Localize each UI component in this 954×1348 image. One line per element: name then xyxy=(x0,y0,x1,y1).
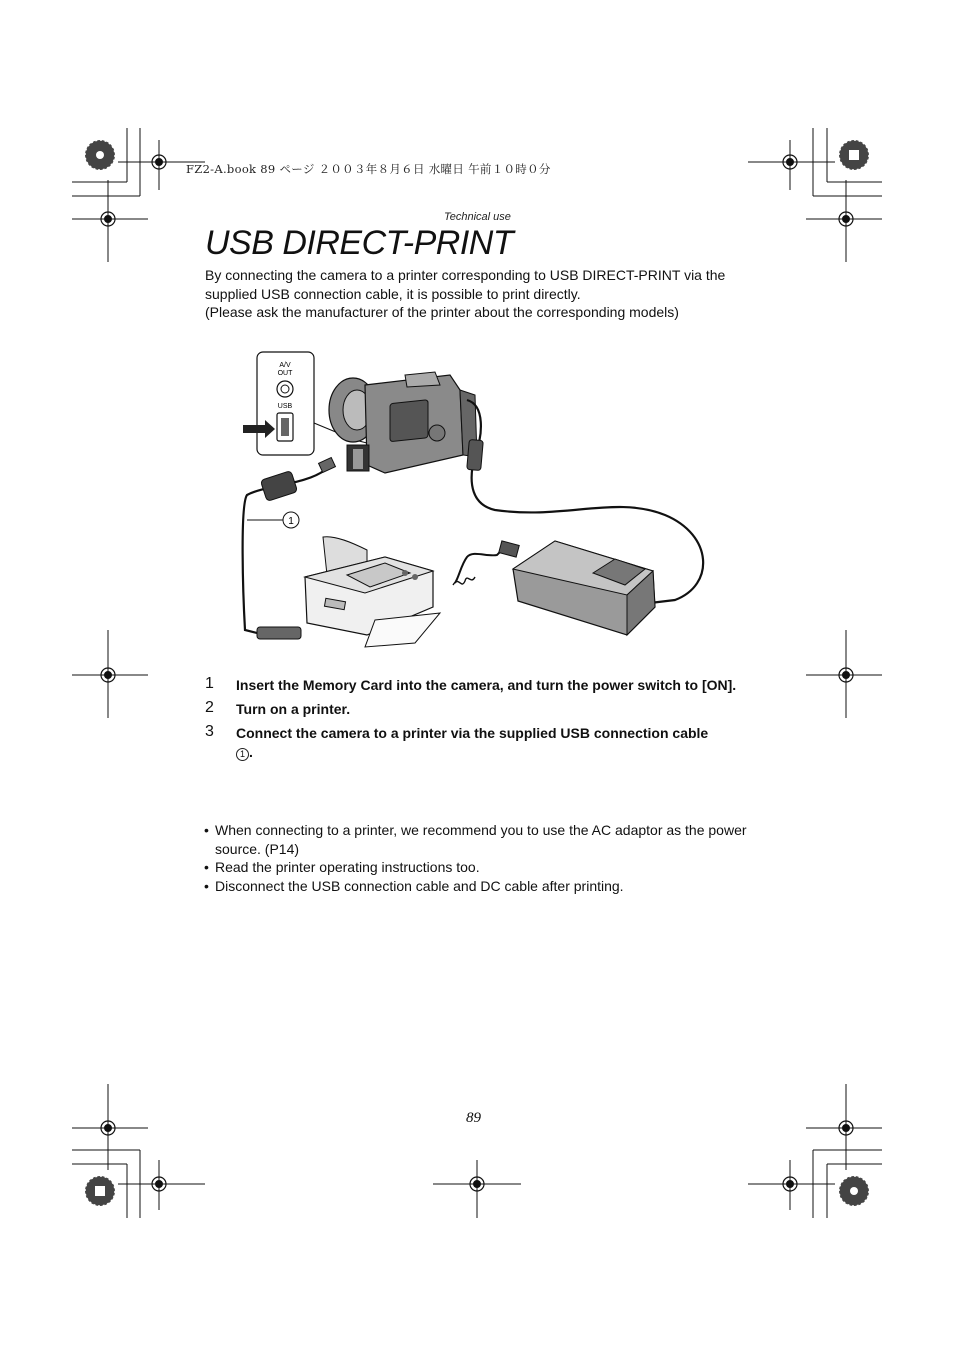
step-text: Turn on a printer. xyxy=(236,701,351,717)
terminal-av-label: A/V xyxy=(279,362,291,369)
ac-adaptor-icon xyxy=(455,541,655,635)
file-header: FZ2-A.book 89 ページ ２００３年８月６日 水曜日 午前１０時０分 xyxy=(186,162,551,176)
callout-reference: 1 xyxy=(236,748,249,761)
step-text: Insert the Memory Card into the camera, and turn the power switch to [ON]. xyxy=(236,677,737,693)
note-item xyxy=(204,877,749,896)
step-text xyxy=(236,724,750,762)
step-text-main: Connect the camera to a printer via the supplied USB connection cable xyxy=(236,725,709,741)
terminal-usb-label: USB xyxy=(277,403,293,410)
page-number: 89 xyxy=(466,1110,481,1126)
usb-plug-camera xyxy=(319,458,336,473)
section-label: Technical use xyxy=(444,211,511,223)
bullet-icon: • xyxy=(204,822,209,838)
step-number: 1 xyxy=(205,675,214,692)
bullet-icon: • xyxy=(204,859,209,875)
intro-text xyxy=(205,266,765,322)
callout-number: 1 xyxy=(288,516,294,527)
ferrite-core xyxy=(467,439,484,470)
connection-illustration xyxy=(235,345,725,650)
usb-cable-ferrite xyxy=(260,471,297,502)
steps-list xyxy=(205,676,750,767)
bullet-icon: • xyxy=(204,877,209,894)
note-item xyxy=(204,858,749,877)
usb-plug-printer xyxy=(257,627,301,639)
step-item xyxy=(205,724,750,762)
step-item xyxy=(205,676,750,695)
av-jack-icon xyxy=(277,381,293,397)
page-title: USB DIRECT-PRINT xyxy=(205,224,514,262)
note-text: Disconnect the USB connection cable and DC cable after printing. xyxy=(215,877,624,894)
step-number: 3 xyxy=(205,723,214,740)
intro-note: (Please ask the manufacturer of the printer about the corresponding models) xyxy=(205,304,679,320)
printer-icon xyxy=(305,537,440,647)
step-item xyxy=(205,700,750,719)
notes-list xyxy=(204,821,749,895)
terminal-out-label: OUT xyxy=(277,370,293,377)
camera-icon xyxy=(329,372,477,473)
step-text-suffix: . xyxy=(249,744,253,760)
intro-paragraph: By connecting the camera to a printer corresponding to USB DIRECT-PRINT via the supplied USB connection cable, it is possible to print directly. xyxy=(205,267,726,302)
note-item xyxy=(204,821,749,858)
step-number: 2 xyxy=(205,699,214,716)
note-text: Read the printer operating instructions too. xyxy=(215,859,480,875)
note-text: When connecting to a printer, we recommend you to use the AC adaptor as the power source. (P14) xyxy=(215,822,747,857)
